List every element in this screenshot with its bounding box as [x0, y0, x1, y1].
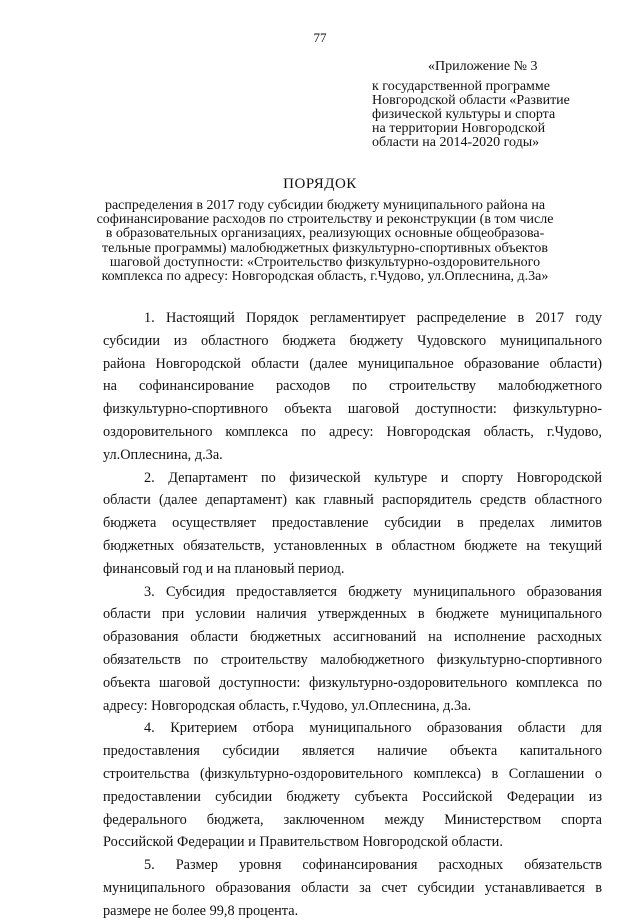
paragraph-line: строительства (физкультурно-оздоровительного комплекса) в Соглашении о [103, 765, 602, 782]
paragraph-line: финансовый год и на плановый период. [103, 560, 345, 577]
paragraph-line: 5. Размер уровня софинансирования расходных обязательств [144, 857, 602, 874]
paragraph-1 [103, 307, 602, 467]
subtitle-line: комплекса по адресу: Новгородская область, г.Чудово, ул.Оплеснина, д.3а» [101, 269, 549, 285]
paragraph-5 [103, 854, 602, 922]
paragraph-line: бюджета осуществляет предоставление субсидии в пределах лимитов [103, 515, 602, 532]
paragraph-line: обязательств по строительству малобюджетного физкультурно-спортивного [103, 651, 602, 668]
annex-block [372, 60, 632, 150]
subtitle-line: в образовательных организациях, реализующих основные общеобразова- [105, 226, 545, 242]
paragraph-2 [103, 467, 602, 581]
paragraph-line: Российской Федерации и Правительством Новгородской области. [103, 834, 503, 851]
paragraph-line: предоставления субсидии является наличие объекта капитального [103, 743, 602, 760]
paragraph-line: на софинансирование расходов по строительству малобюджетного [103, 378, 602, 395]
paragraph-line: области при условии наличия утвержденных в бюджете муниципального [103, 606, 602, 623]
paragraph-line: образования области бюджетных ассигнований на исполнение расходных [103, 629, 602, 646]
paragraph-line: 2. Департамент по физической культуре и спорту Новгородской [144, 469, 602, 486]
paragraph-line: адресу: Новгородская область, г.Чудово, ул.Оплеснина, д.3а. [103, 697, 472, 714]
paragraph-line: физкультурно-спортивного объекта шаговой доступности: физкультурно- [103, 401, 602, 418]
paragraph-line: оздоровительного комплекса по адресу: Новгородская область, г.Чудово, [103, 423, 602, 440]
document-subtitle [90, 199, 560, 284]
paragraph-line: 1. Настоящий Порядок регламентирует распределение в 2017 году [144, 310, 602, 326]
paragraph-line: ул.Оплеснина, д.3а. [103, 446, 223, 463]
annex-line: на территории Новгородской [372, 121, 546, 136]
page-number: 77 [313, 30, 327, 45]
paragraph-line: 4. Критерием отбора муниципального образования области для [144, 720, 602, 737]
paragraph-line: бюджетных обязательств, установленных в областном бюджете на текущий [103, 537, 602, 554]
annex-line: области на 2014-2020 годы» [372, 135, 540, 150]
paragraph-line: области (далее департамент) как главный распорядитель средств областного [103, 492, 602, 509]
paragraph-line: федерального бюджета, заключенном между Министерством спорта [103, 811, 602, 828]
subtitle-line: шаговой доступности: «Строительство физкультурно-оздоровительного [109, 254, 541, 270]
paragraph-line: предоставлении субсидии бюджету субъекта Российской Федерации из [103, 788, 602, 805]
paragraph-line: субсидии из областного бюджета бюджету Чудовского муниципального [103, 332, 602, 349]
annex-title: «Приложение № 3 [428, 59, 538, 74]
document-body [103, 307, 602, 923]
paragraph-line: района Новгородской области (далее муниципальное образование области) [103, 355, 602, 372]
paragraph-4 [103, 717, 602, 854]
annex-line: к государственной программе [372, 79, 550, 94]
subtitle-line: тельные программы) малобюджетных физкультурно-спортивных объектов [102, 240, 548, 256]
paragraph-line: муниципального образования области за счет субсидии устанавливается в [103, 879, 602, 896]
paragraph-line: размере не более 99,8 процента. [103, 902, 299, 919]
annex-line: физической культуры и спорта [372, 107, 556, 122]
paragraph-line: 3. Субсидия предоставляется бюджету муниципального образования [144, 583, 602, 600]
paragraph-line: объекта шаговой доступности: физкультурно-оздоровительного комплекса по [103, 674, 602, 691]
paragraph-3 [103, 581, 602, 718]
subtitle-line: распределения в 2017 году субсидии бюджету муниципального района на [104, 198, 546, 213]
document-title: ПОРЯДОК [283, 176, 357, 192]
annex-line: Новгородской области «Развитие [372, 93, 570, 108]
subtitle-line: софинансирование расходов по строительству и реконструкции (в том числе [96, 212, 554, 228]
